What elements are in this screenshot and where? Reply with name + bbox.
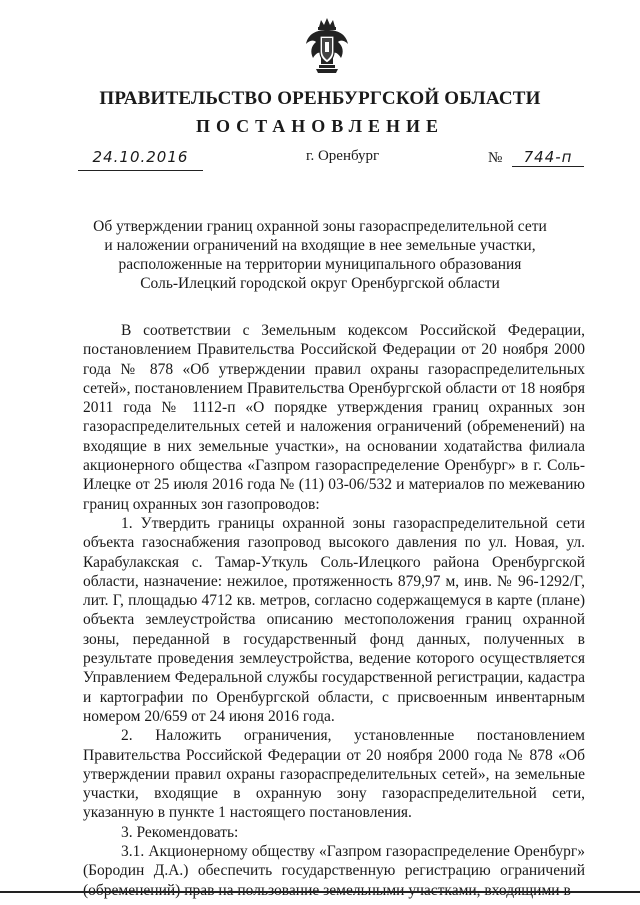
document-subject: [90, 217, 550, 293]
date-value: 24.10.2016: [92, 148, 189, 166]
clause-1-paragraph: 1. Утвердить границы охранной зоны газораспределительной сети объекта газоснабжения газопровод высокого давления по ул. Новая, ул. Карабулакская с. Тамар-Уткуль Соль-Илецкого района Оренбургской области, назначение: нежилое, протяженность 879,97 м, инв. № 96-1292/Г, лит. Г, площадью 4712 кв. метров, согласно содержащемуся в карте (плане) объекта землеустройства описанию местоположения границ охранной зоны, переданной в государственный фонд данных, полученных в результате проведения землеустройства, ведение которого осуществляется Управлением Федеральной службы государственной регистрации, кадастра и картографии по Оренбургской области, с присвоенным инвентарным номером 20/659 от 24 июня 2016 года.: [83, 514, 585, 725]
document-number: [488, 148, 584, 170]
page-bottom-rule: [0, 891, 640, 893]
government-title: ПРАВИТЕЛЬСТВО ОРЕНБУРГСКОЙ ОБЛАСТИ: [99, 88, 541, 109]
document-date: [78, 148, 203, 171]
clause-3-paragraph: 3. Рекомендовать:: [121, 823, 239, 841]
coat-of-arms-icon: [304, 18, 350, 74]
subject-line: Соль-Илецкий городской округ Оренбургской области: [140, 275, 500, 292]
document-body: [83, 321, 585, 900]
clause-2-paragraph: 2. Наложить ограничения, установленные постановлением Правительства Российской Федерации от 20 ноября 2000 года № 878 «Об утверждении правил охраны газораспределительных сетей», на земельные участки, входящие в охранную зону газораспределительной сети, указанную в пункте 1 настоящего постановления.: [83, 727, 585, 822]
number-label: №: [488, 150, 503, 166]
subject-line: и наложении ограничений на входящие в нее земельные участки,: [104, 237, 536, 254]
number-value: 744-п: [512, 148, 584, 167]
subject-line: расположенные на территории муниципального образования: [118, 256, 522, 273]
clause-3-1-paragraph: 3.1. Акционерному обществу «Газпром газораспределение Оренбург» (Бородин Д.А.) обеспечить государственную регистрацию ограничений: [83, 843, 585, 880]
subject-line: Об утверждении границ охранной зоны газораспределительной сети: [93, 218, 547, 235]
document-type: ПОСТАНОВЛЕНИЕ: [195, 116, 445, 136]
preamble-paragraph: В соответствии с Земельным кодексом Российской Федерации, постановлением Правительства Российской Федерации от 20 ноября 2000 года № 878 «Об утверждении правил охраны газораспределительных сетей», постановлением Правительства Оренбургской области от 18 ноября 2011 года № 1112-п «О порядке утверждения границ охранных зон газораспределительных сетей и наложения ограничений (обременений) на входящие в них земельные участки», на основании ходатайства филиала акционерного общества «Газпром газораспределение Оренбург» в г. Соль-Илецке от 25 июля 2016 года № (11) 03-06/532 и материалов по межеванию границ охранных зон газопроводов:: [83, 322, 585, 513]
document-city: г. Оренбург: [306, 148, 380, 164]
